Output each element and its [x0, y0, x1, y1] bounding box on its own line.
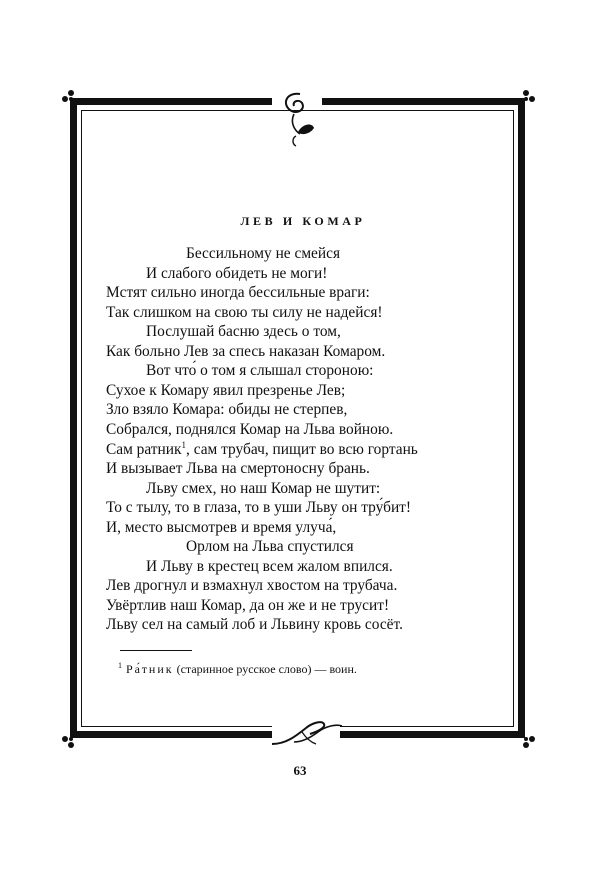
- flourish-top-icon: [272, 90, 322, 150]
- poem-line-text: , сам трубач, пищит во всю гортань: [186, 440, 418, 458]
- corner-ornament-icon: [515, 728, 537, 750]
- footnote-text: (старинное русское слово) — воин.: [176, 662, 357, 676]
- poem-line: Зло взяло Комара: обиды не стерпев,: [106, 401, 348, 419]
- footnote-term: Ра́тник: [126, 662, 174, 676]
- footnote-reference: 1: [181, 439, 186, 450]
- poem-line: Льву смех, но наш Комар не шутит:: [146, 479, 381, 497]
- poem-line: И вызывает Льва на смертоносну брань.: [106, 460, 370, 478]
- poem-line: И слабого обидеть не моги!: [146, 264, 328, 282]
- poem-line: Послушай басню здесь о том,: [146, 323, 341, 341]
- corner-ornament-icon: [60, 728, 82, 750]
- corner-ornament-icon: [60, 88, 82, 110]
- page-number: 63: [293, 763, 307, 778]
- footnote: [118, 661, 357, 677]
- poem-line: Лев дрогнул и взмахнул хвостом на трубача.: [106, 577, 398, 595]
- poem-line: Льву сел на самый лоб и Львину кровь сосёт.: [106, 616, 403, 634]
- poem-title: ЛЕВ И КОМАР: [240, 214, 366, 228]
- poem-line: Мстят сильно иногда бессильные враги:: [106, 284, 370, 302]
- poem-line: Орлом на Льва спустился: [186, 538, 354, 556]
- poem-line: Так слишком на свою ты силу не надейся!: [106, 303, 383, 321]
- poem-line: То с тылу, то в глаза, то в уши Льву он тру́бит!: [106, 499, 412, 517]
- footnote-mark: 1: [118, 661, 122, 670]
- poem-line: Сухое к Комару явил презренье Лев;: [106, 381, 346, 399]
- poem-line: И, место высмотрев и время улуча́,: [106, 518, 337, 536]
- poem-line-text: Сам ратник: [106, 440, 182, 458]
- poem-line: [106, 439, 418, 458]
- footnote-rule: [120, 650, 192, 651]
- poem-line: Собрался, поднялся Комар на Льва войною.: [106, 420, 394, 438]
- poem-line: Вот что́ о том я слышал стороною:: [146, 362, 374, 380]
- corner-ornament-icon: [515, 88, 537, 110]
- poem-line: Бессильному не смейся: [186, 245, 341, 262]
- flourish-bottom-icon: [266, 718, 346, 750]
- poem-line: И Льву в крестец всем жалом впился.: [146, 557, 393, 575]
- poem-line: Как больно Лев за спесь наказан Комаром.: [106, 342, 386, 360]
- poem-line: Увёртлив наш Комар, да он же и не трусит!: [106, 596, 390, 614]
- page-frame-inner: [81, 110, 514, 727]
